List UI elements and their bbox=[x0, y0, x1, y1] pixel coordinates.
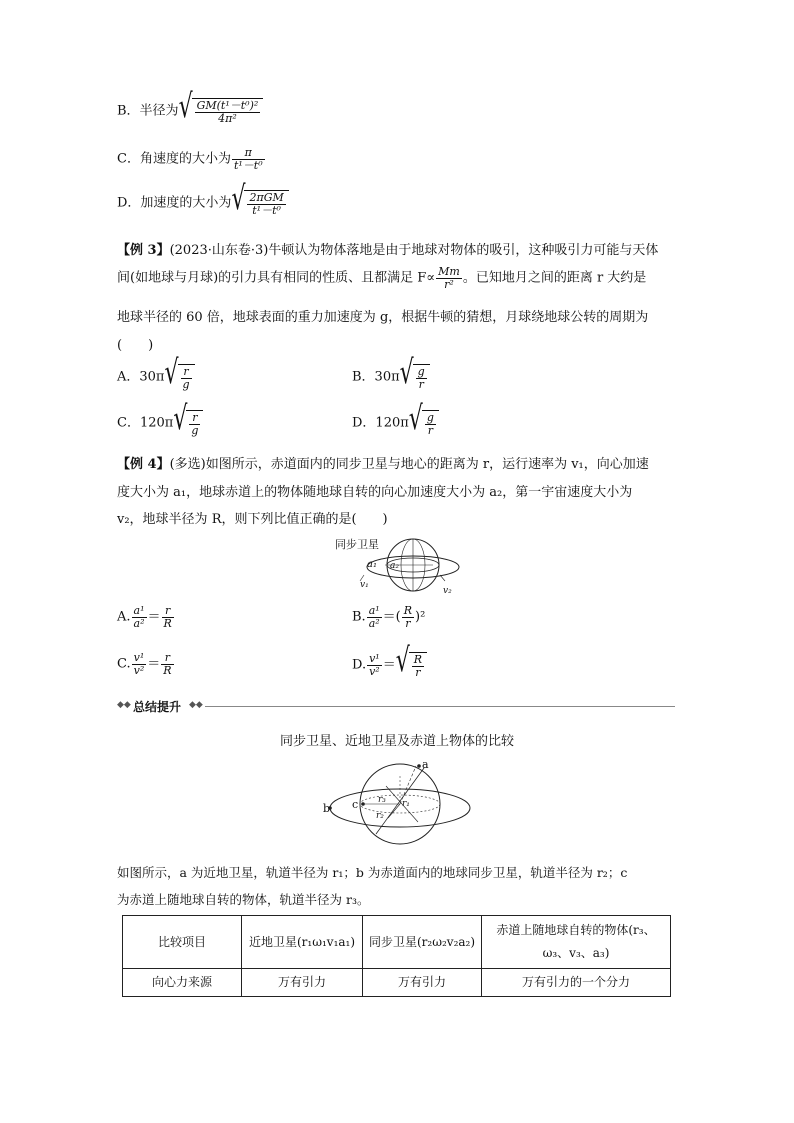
example3-line4: ( ) bbox=[117, 338, 154, 353]
figure-label-a2: a₂ bbox=[390, 561, 399, 571]
table-row bbox=[123, 969, 671, 997]
example4-option-c: C. $\frac{\text{v¹}}{\text{v²}}$ ＝ $\frac{r}{R}$ bbox=[117, 651, 172, 677]
summary-desc-line1: 如图所示，a 为近地卫星，轨道半径为 r₁；b 为赤道面内的地球同步卫星，轨道半径为 r₂；c bbox=[117, 865, 628, 880]
frac-den: r bbox=[427, 423, 433, 437]
frac-num: R bbox=[403, 604, 413, 617]
figure-label-b: b bbox=[323, 802, 331, 815]
frac-den: r² bbox=[444, 277, 454, 291]
summary-figure bbox=[318, 756, 478, 851]
frac-num: r bbox=[161, 652, 173, 665]
frac-den: r bbox=[405, 616, 411, 630]
frac-den: a² bbox=[368, 616, 380, 630]
example3-line1: 【例 3】(2023·山东卷·3)牛顿认为物体落地是由于地球对物体的吸引，这种吸引力可能与天体 bbox=[117, 243, 659, 258]
example4-line3: v₂，地球半径为 R，则下列比值正确的是( ) bbox=[117, 512, 388, 527]
frac-num: R bbox=[413, 653, 423, 666]
frac-num: r bbox=[189, 412, 200, 425]
table-cell: 万有引力的一个分力 bbox=[482, 969, 671, 997]
figure-label-v1: v₁ bbox=[360, 580, 369, 590]
example3-option-c: C．120π √ $\frac{r}{g}$ bbox=[117, 410, 203, 436]
frac-num: g bbox=[417, 365, 425, 378]
figure-label-r3: r₃ bbox=[378, 795, 386, 805]
sqrt-sign: √ $\frac{\text{GM(t¹－t⁰)²}}{\text{4π²}}$ bbox=[179, 98, 264, 124]
frac-num: g bbox=[426, 411, 434, 424]
sqrt-sign: √ $\frac{\text{2πGM}}{\text{t¹－t⁰}}$ bbox=[231, 190, 288, 216]
frac-den: v² bbox=[133, 663, 145, 677]
frac-num: GM(t¹－t⁰)² bbox=[196, 99, 259, 112]
frac-num: a¹ bbox=[133, 604, 145, 617]
figure-label-a1: a₁ bbox=[367, 559, 377, 570]
summary-header-rule bbox=[205, 706, 675, 707]
example3-line3: 地球半径的 60 倍，地球表面的重力加速度为 g，根据牛顿的猜想，月球绕地球公转的周期为 bbox=[117, 310, 649, 325]
summary-desc-line2: 为赤道上随地球自转的物体，轨道半径为 r₃。 bbox=[117, 892, 370, 907]
table-header-cell: 比较项目 bbox=[123, 916, 242, 969]
figure-label-r2: r₂ bbox=[376, 811, 384, 821]
summary-title: 同步卫星、近地卫星及赤道上物体的比较 bbox=[279, 734, 514, 749]
table-header-cell: 赤道上随地球自转的物体(r₃、ω₃、v₃、a₃) bbox=[482, 916, 671, 969]
sqrt-sign: √ $\frac{g}{r}$ bbox=[409, 410, 439, 436]
example3-option-a: A．30π √ $\frac{r}{g}$ bbox=[117, 364, 195, 390]
example3-option-b: B．30π √ $\frac{g}{r}$ bbox=[352, 364, 430, 390]
table-cell: 万有引力 bbox=[242, 969, 363, 997]
summary-header-dots-left: ◆◆ bbox=[117, 700, 131, 710]
sqrt-sign: √ $\frac{r}{g}$ bbox=[173, 410, 203, 436]
frac-den: a² bbox=[133, 616, 145, 630]
summary-header bbox=[117, 698, 675, 714]
sqrt-sign: √ $\frac{g}{r}$ bbox=[400, 364, 430, 390]
example3-tag: 【例 3】 bbox=[117, 243, 170, 258]
figure-label-c: c bbox=[352, 798, 359, 811]
frac-den: R bbox=[163, 663, 172, 677]
frac-den: v² bbox=[369, 664, 380, 678]
frac-den: t¹－t⁰ bbox=[233, 158, 263, 172]
frac-num: r bbox=[181, 366, 192, 379]
frac-num: r bbox=[162, 605, 174, 618]
frac-den: t¹－t⁰ bbox=[252, 203, 281, 217]
frac-den: R bbox=[163, 616, 172, 630]
example4-tag: 【例 4】 bbox=[117, 457, 170, 472]
table-cell: 向心力来源 bbox=[123, 969, 242, 997]
frac-num: v¹ bbox=[369, 652, 380, 665]
table-header-cell: 同步卫星(r₂ω₂v₂a₂) bbox=[363, 916, 482, 969]
example4-option-b: B. $\frac{\text{a¹}}{\text{a²}}$ ＝( $\frac{R}{r}$ )² bbox=[352, 604, 426, 630]
example4-option-d: D. $\frac{\text{v¹}}{\text{v²}}$ ＝ √ $\frac{R}{r}$ bbox=[352, 652, 427, 678]
sqrt-sign: √ $\frac{r}{g}$ bbox=[164, 364, 194, 390]
option-d-prev: D．加速度的大小为 √ $\frac{\text{2πGM}}{\text{t¹－t⁰}}$ bbox=[117, 190, 289, 216]
summary-header-dots-right: ◆◆ bbox=[189, 700, 203, 710]
frac-den: 4π² bbox=[218, 111, 237, 125]
frac-num: v¹ bbox=[133, 651, 145, 664]
frac-num: a¹ bbox=[368, 604, 380, 617]
frac-num: π bbox=[232, 147, 265, 160]
example4-line2: 度大小为 a₁，地球赤道上的物体随地球自转的向心加速度大小为 a₂，第一宇宙速度大小为 bbox=[117, 485, 633, 500]
frac-den: g bbox=[182, 377, 190, 391]
frac-den: r bbox=[418, 377, 424, 391]
option-c-prev: C．角速度的大小为 $\frac{\pi}{\text{t¹－t⁰}}$ bbox=[117, 146, 263, 172]
table-header-cell: 近地卫星(r₁ω₁v₁a₁) bbox=[242, 916, 363, 969]
sqrt-sign: √ $\frac{R}{r}$ bbox=[396, 652, 427, 678]
example3-line2: 间(如地球与月球)的引力具有相同的性质、且都满足 F∝ $\frac{Mm}{\text{r²}}$ 。已知地月之间的距离 r 大约是 bbox=[117, 265, 647, 291]
example3-option-d: D．120π √ $\frac{g}{r}$ bbox=[352, 410, 439, 436]
table-cell: 万有引力 bbox=[363, 969, 482, 997]
option-b-prev: B．半径为 √ $\frac{\text{GM(t¹－t⁰)²}}{\text{4π²}}$ bbox=[117, 98, 263, 124]
example4-figure bbox=[330, 535, 465, 595]
example4-line1: 【例 4】(多选)如图所示，赤道面内的同步卫星与地心的距离为 r，运行速率为 v₁，向心加速 bbox=[117, 457, 649, 472]
frac-num: Mm bbox=[438, 265, 460, 278]
comparison-table bbox=[122, 915, 671, 997]
frac-num: 2πGM bbox=[249, 191, 284, 204]
figure-label-v2: v₂ bbox=[443, 586, 452, 595]
summary-header-label: 总结提升 bbox=[133, 700, 182, 714]
figure-label-a: a bbox=[422, 758, 429, 771]
frac-den: r bbox=[415, 665, 421, 679]
figure-label-r1: r₁ bbox=[402, 799, 410, 809]
table-header-row bbox=[123, 916, 671, 969]
example4-option-a: A. $\frac{\text{a¹}}{\text{a²}}$ ＝ $\frac{r}{R}$ bbox=[117, 604, 172, 630]
figure-label-sync-sat: 同步卫星 bbox=[335, 538, 379, 551]
frac-den: g bbox=[191, 423, 199, 437]
